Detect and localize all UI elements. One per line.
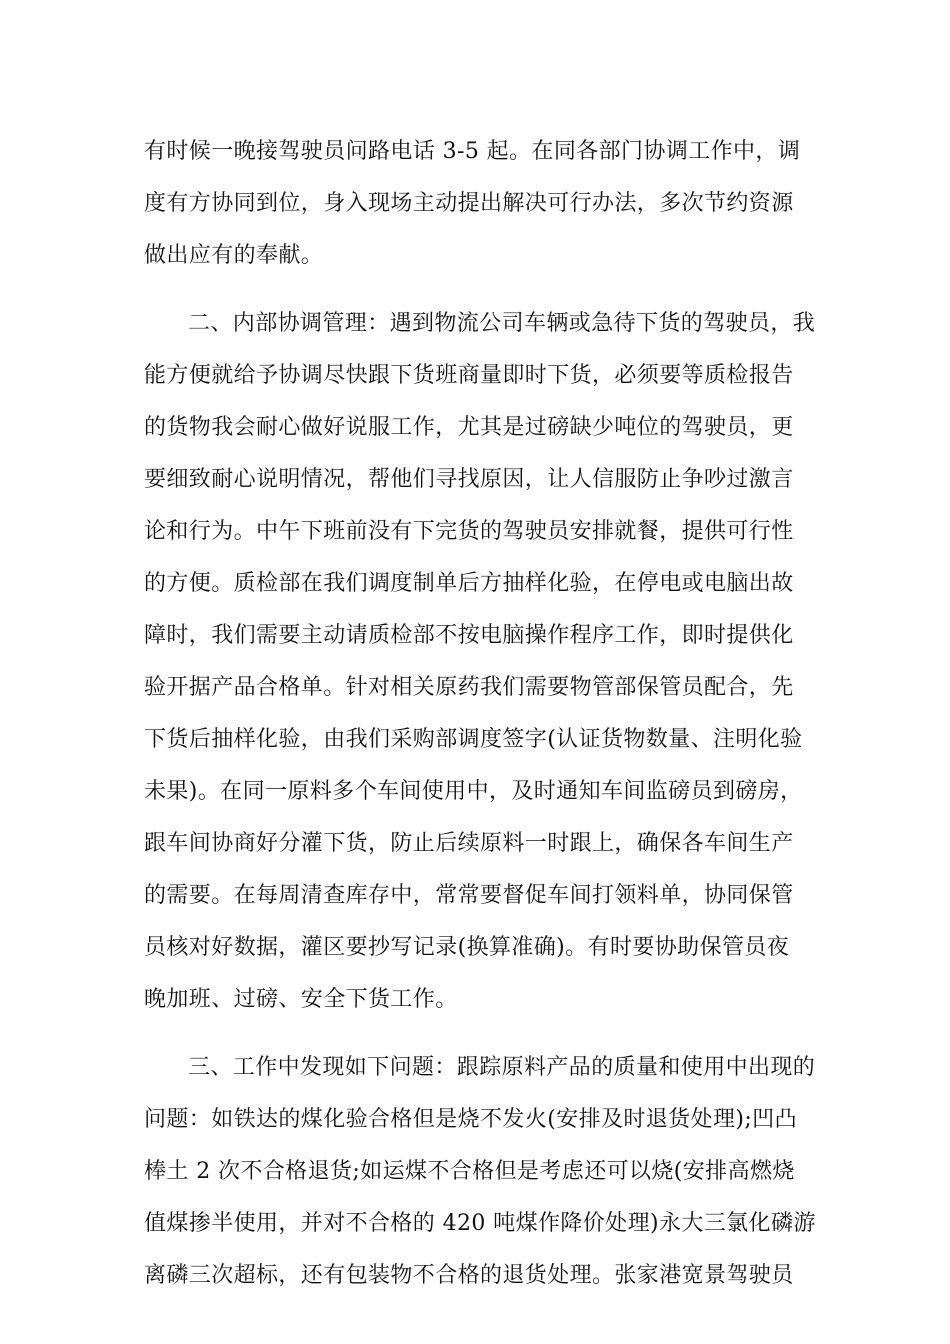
paragraph-1 [144,126,812,282]
text-line: 三、工作中发现如下问题：跟踪原料产品的质量和使用中出现的 [188,1055,816,1080]
text-line: 有时候一晚接驾驶员问路电话 3-5 起。在同各部门协调工作中，调 [144,139,801,164]
paragraph-3 [144,1042,816,1302]
text-line: 棒土 2 次不合格退货;如运煤不合格但是考虑还可以烧(安排高燃烧 [144,1159,795,1184]
text-line: 能方便就给予协调尽快跟下货班商量即时下货，必须要等质检报告 [144,363,794,388]
text-line: 度有方协同到位，身入现场主动提出解决可行办法，多次节约资源 [144,191,794,216]
text-line: 论和行为。中午下班前没有下完货的驾驶员安排就餐，提供可行性 [144,519,794,544]
text-line: 的方便。质检部在我们调度制单后方抽样化验，在停电或电脑出故 [144,571,794,596]
text-line: 跟车间协商好分灌下货，防止后续原料一时跟上，确保各车间生产 [144,831,794,856]
text-line: 晚加班、过磅、安全下货工作。 [144,987,458,1012]
paragraph-2 [144,298,816,1026]
text-line: 未果)。在同一原料多个车间使用中，及时通知车间监磅员到磅房， [144,779,803,804]
text-line: 的货物我会耐心做好说服工作，尤其是过磅缺少吨位的驾驶员，更 [144,415,794,440]
text-line: 下货后抽样化验，由我们采购部调度签字(认证货物数量、注明化验 [144,727,803,752]
text-line: 验开据产品合格单。针对相关原药我们需要物管部保管员配合，先 [144,675,794,700]
text-line: 二、内部协调管理：遇到物流公司车辆或急待下货的驾驶员，我 [188,311,816,336]
text-line: 问题：如铁达的煤化验合格但是烧不发火(安排及时退货处理);凹凸 [144,1107,797,1132]
document-page [144,126,816,1318]
text-line: 员核对好数据，灌区要抄写记录(换算准确)。有时要协助保管员夜 [144,935,790,960]
text-line: 做出应有的奉献。 [144,243,324,268]
text-line: 要细致耐心说明情况，帮他们寻找原因，让人信服防止争吵过激言 [144,467,794,492]
text-line: 值煤掺半使用，并对不合格的 420 吨煤作降价处理)永大三氯化磷游 [144,1211,816,1236]
text-line: 离磷三次超标，还有包装物不合格的退货处理。张家港宽景驾驶员 [144,1263,794,1288]
text-line: 的需要。在每周清查库存中，常常要督促车间打领料单，协同保管 [144,883,794,908]
text-line: 障时，我们需要主动请质检部不按电脑操作程序工作，即时提供化 [144,623,794,648]
